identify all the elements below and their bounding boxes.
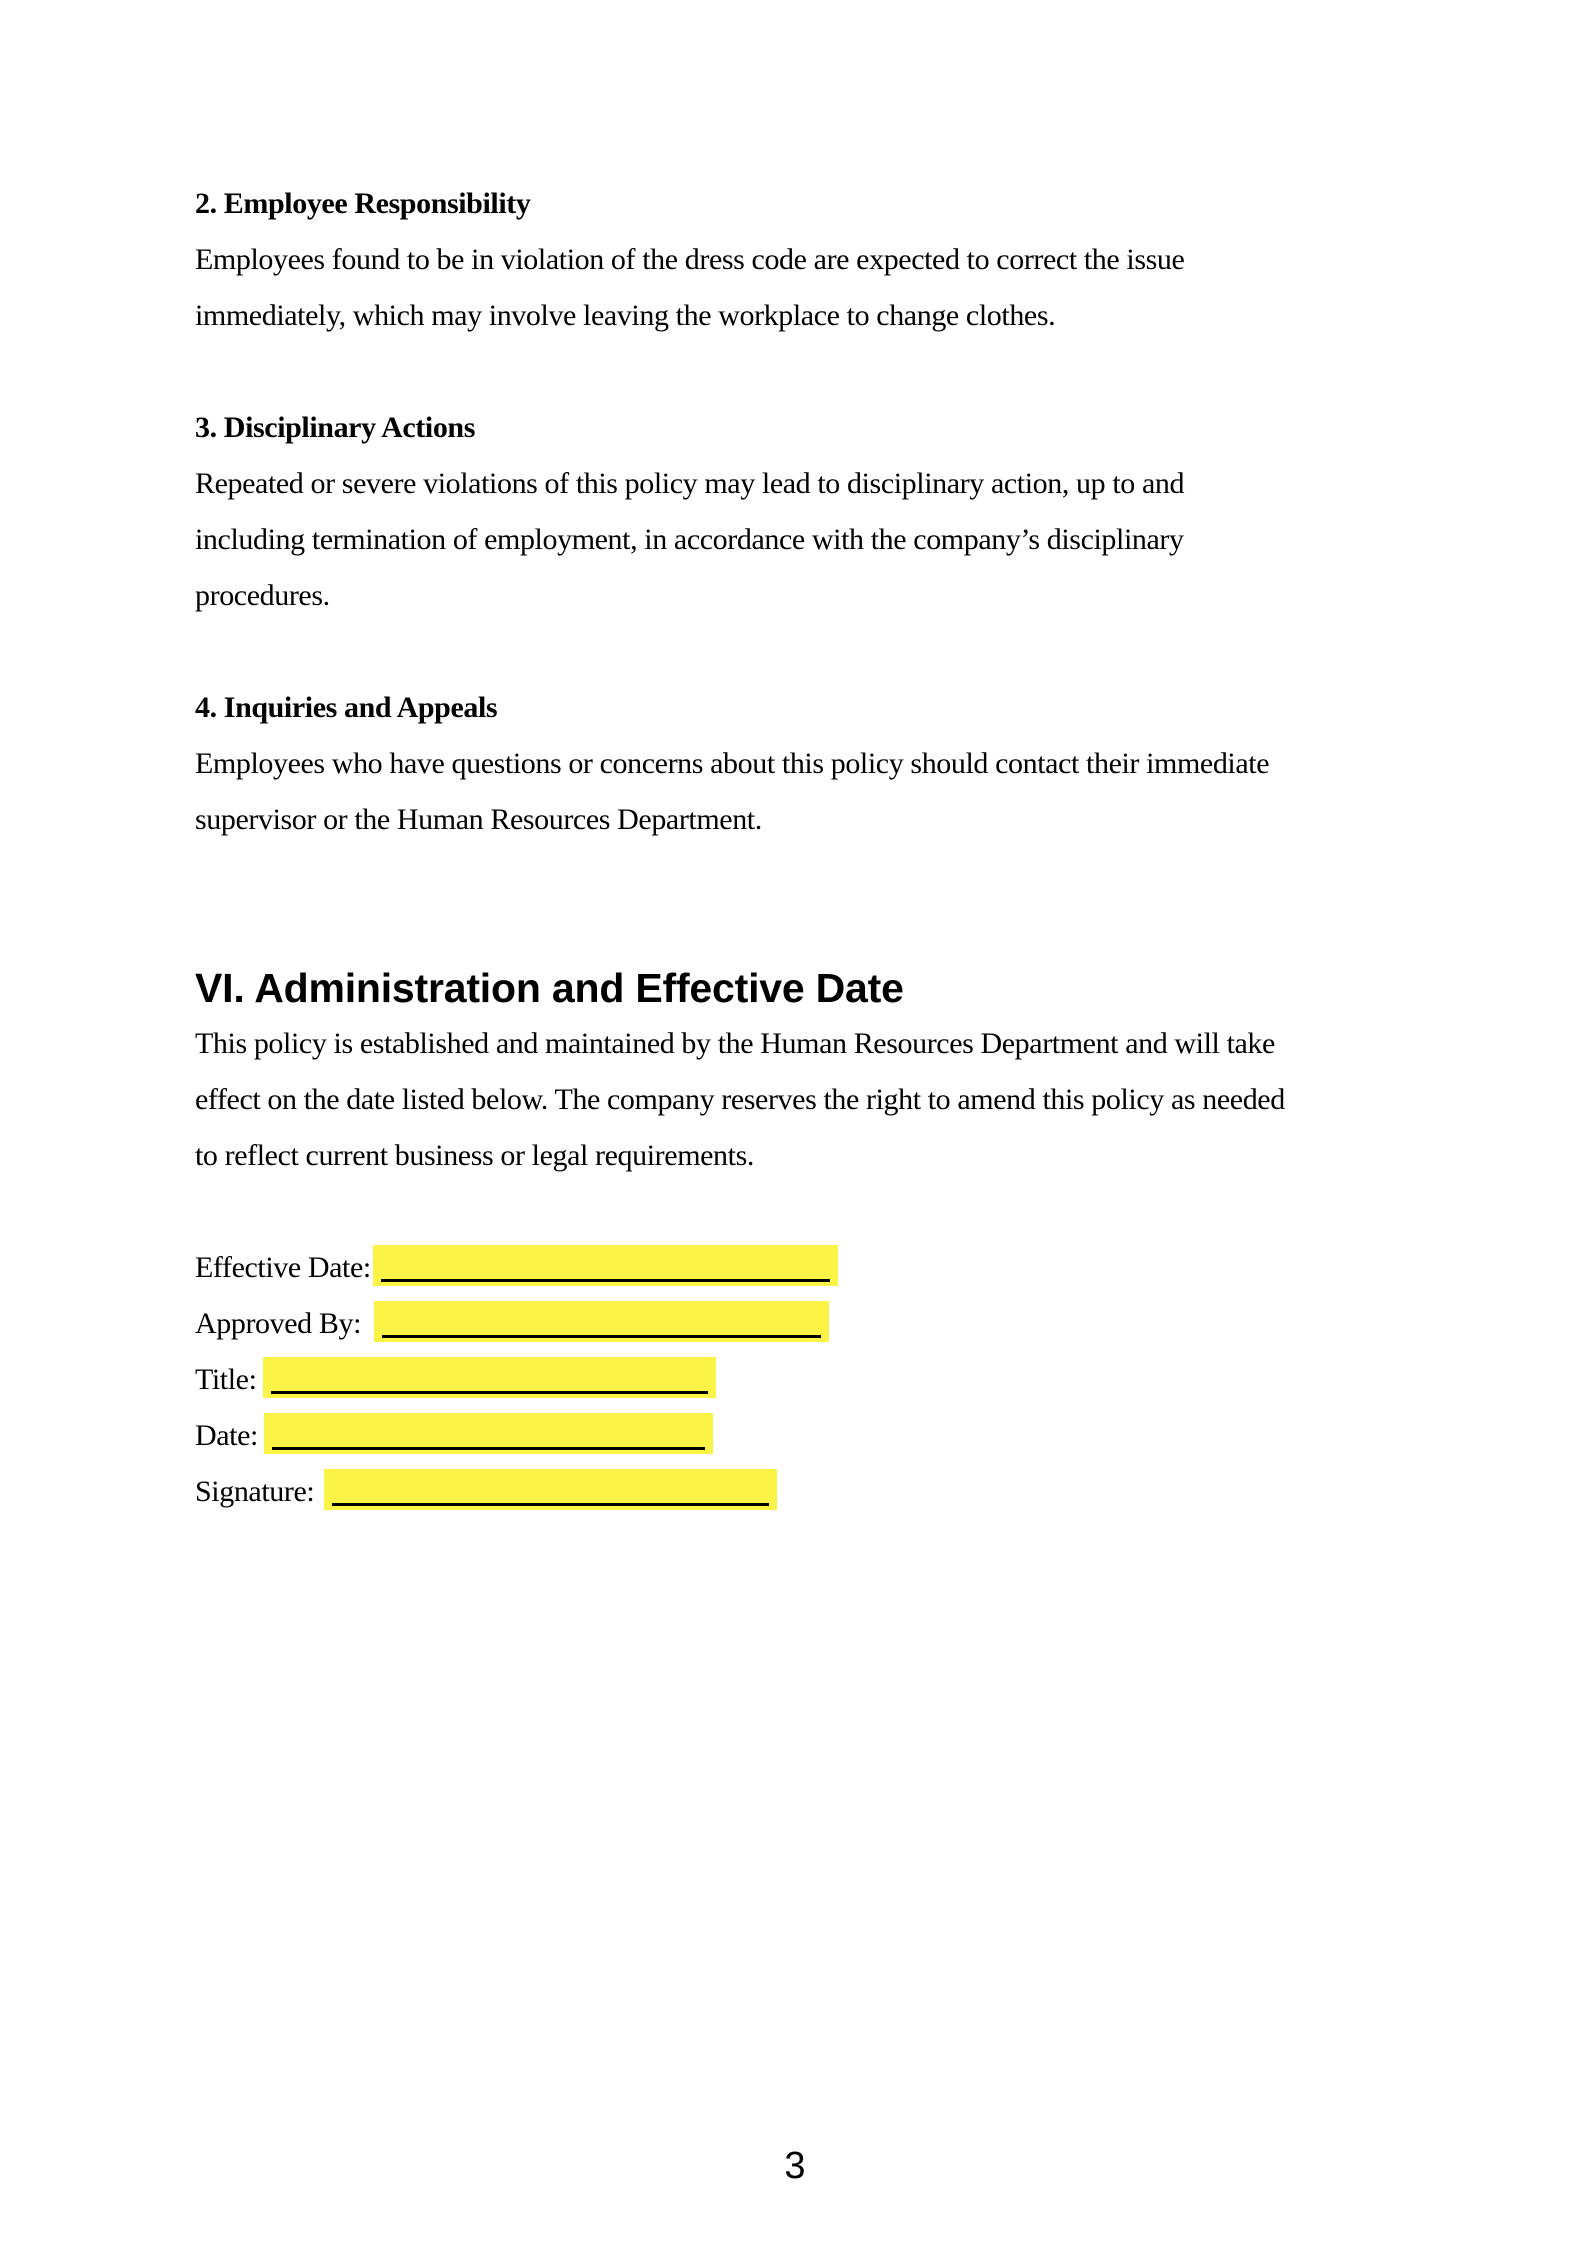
paragraph-line: immediately, which may involve leaving the workplace to change clothes. — [195, 299, 1056, 332]
section-heading-administration-effective-date: VI. Administration and Effective Date — [195, 965, 904, 1011]
form-row-signature — [195, 1464, 777, 1520]
section-heading-inquiries-appeals: 4. Inquiries and Appeals — [195, 691, 498, 724]
effective-date-blank-field[interactable] — [373, 1245, 838, 1286]
paragraph-line: procedures. — [195, 579, 330, 612]
form-row-effective-date — [195, 1240, 838, 1296]
paragraph-line: including termination of employment, in accordance with the company’s disciplinary — [195, 523, 1184, 556]
paragraph-line: to reflect current business or legal requirements. — [195, 1139, 754, 1172]
paragraph-line: effect on the date listed below. The company reserves the right to amend this policy as needed — [195, 1083, 1285, 1116]
underline — [272, 1447, 705, 1450]
section-heading-employee-responsibility: 2. Employee Responsibility — [195, 187, 531, 220]
form-row-approved-by — [195, 1296, 829, 1352]
underline — [271, 1391, 708, 1394]
underline — [332, 1503, 769, 1506]
paragraph-line: Repeated or severe violations of this policy may lead to disciplinary action, up to and — [195, 467, 1185, 500]
section-heading-disciplinary-actions: 3. Disciplinary Actions — [195, 411, 475, 444]
title-blank-field[interactable] — [263, 1357, 716, 1398]
date-blank-field[interactable] — [264, 1413, 713, 1454]
paragraph-line: Employees found to be in violation of the dress code are expected to correct the issue — [195, 243, 1185, 276]
form-row-title — [195, 1352, 716, 1408]
effective-date-label: Effective Date: — [195, 1251, 371, 1284]
signature-label: Signature: — [195, 1475, 315, 1508]
approved-by-blank-field[interactable] — [374, 1301, 829, 1342]
paragraph-line: This policy is established and maintained by the Human Resources Department and will take — [195, 1027, 1275, 1060]
paragraph-line: supervisor or the Human Resources Department. — [195, 803, 762, 836]
approved-by-label: Approved By: — [195, 1307, 362, 1340]
signature-blank-field[interactable] — [324, 1469, 777, 1510]
page-number: 3 — [784, 2145, 806, 2187]
underline — [381, 1279, 830, 1282]
form-row-date — [195, 1408, 713, 1464]
paragraph-line: Employees who have questions or concerns about this policy should contact their immediate — [195, 747, 1270, 780]
date-label: Date: — [195, 1419, 258, 1452]
title-label: Title: — [195, 1363, 257, 1396]
underline — [382, 1335, 821, 1338]
